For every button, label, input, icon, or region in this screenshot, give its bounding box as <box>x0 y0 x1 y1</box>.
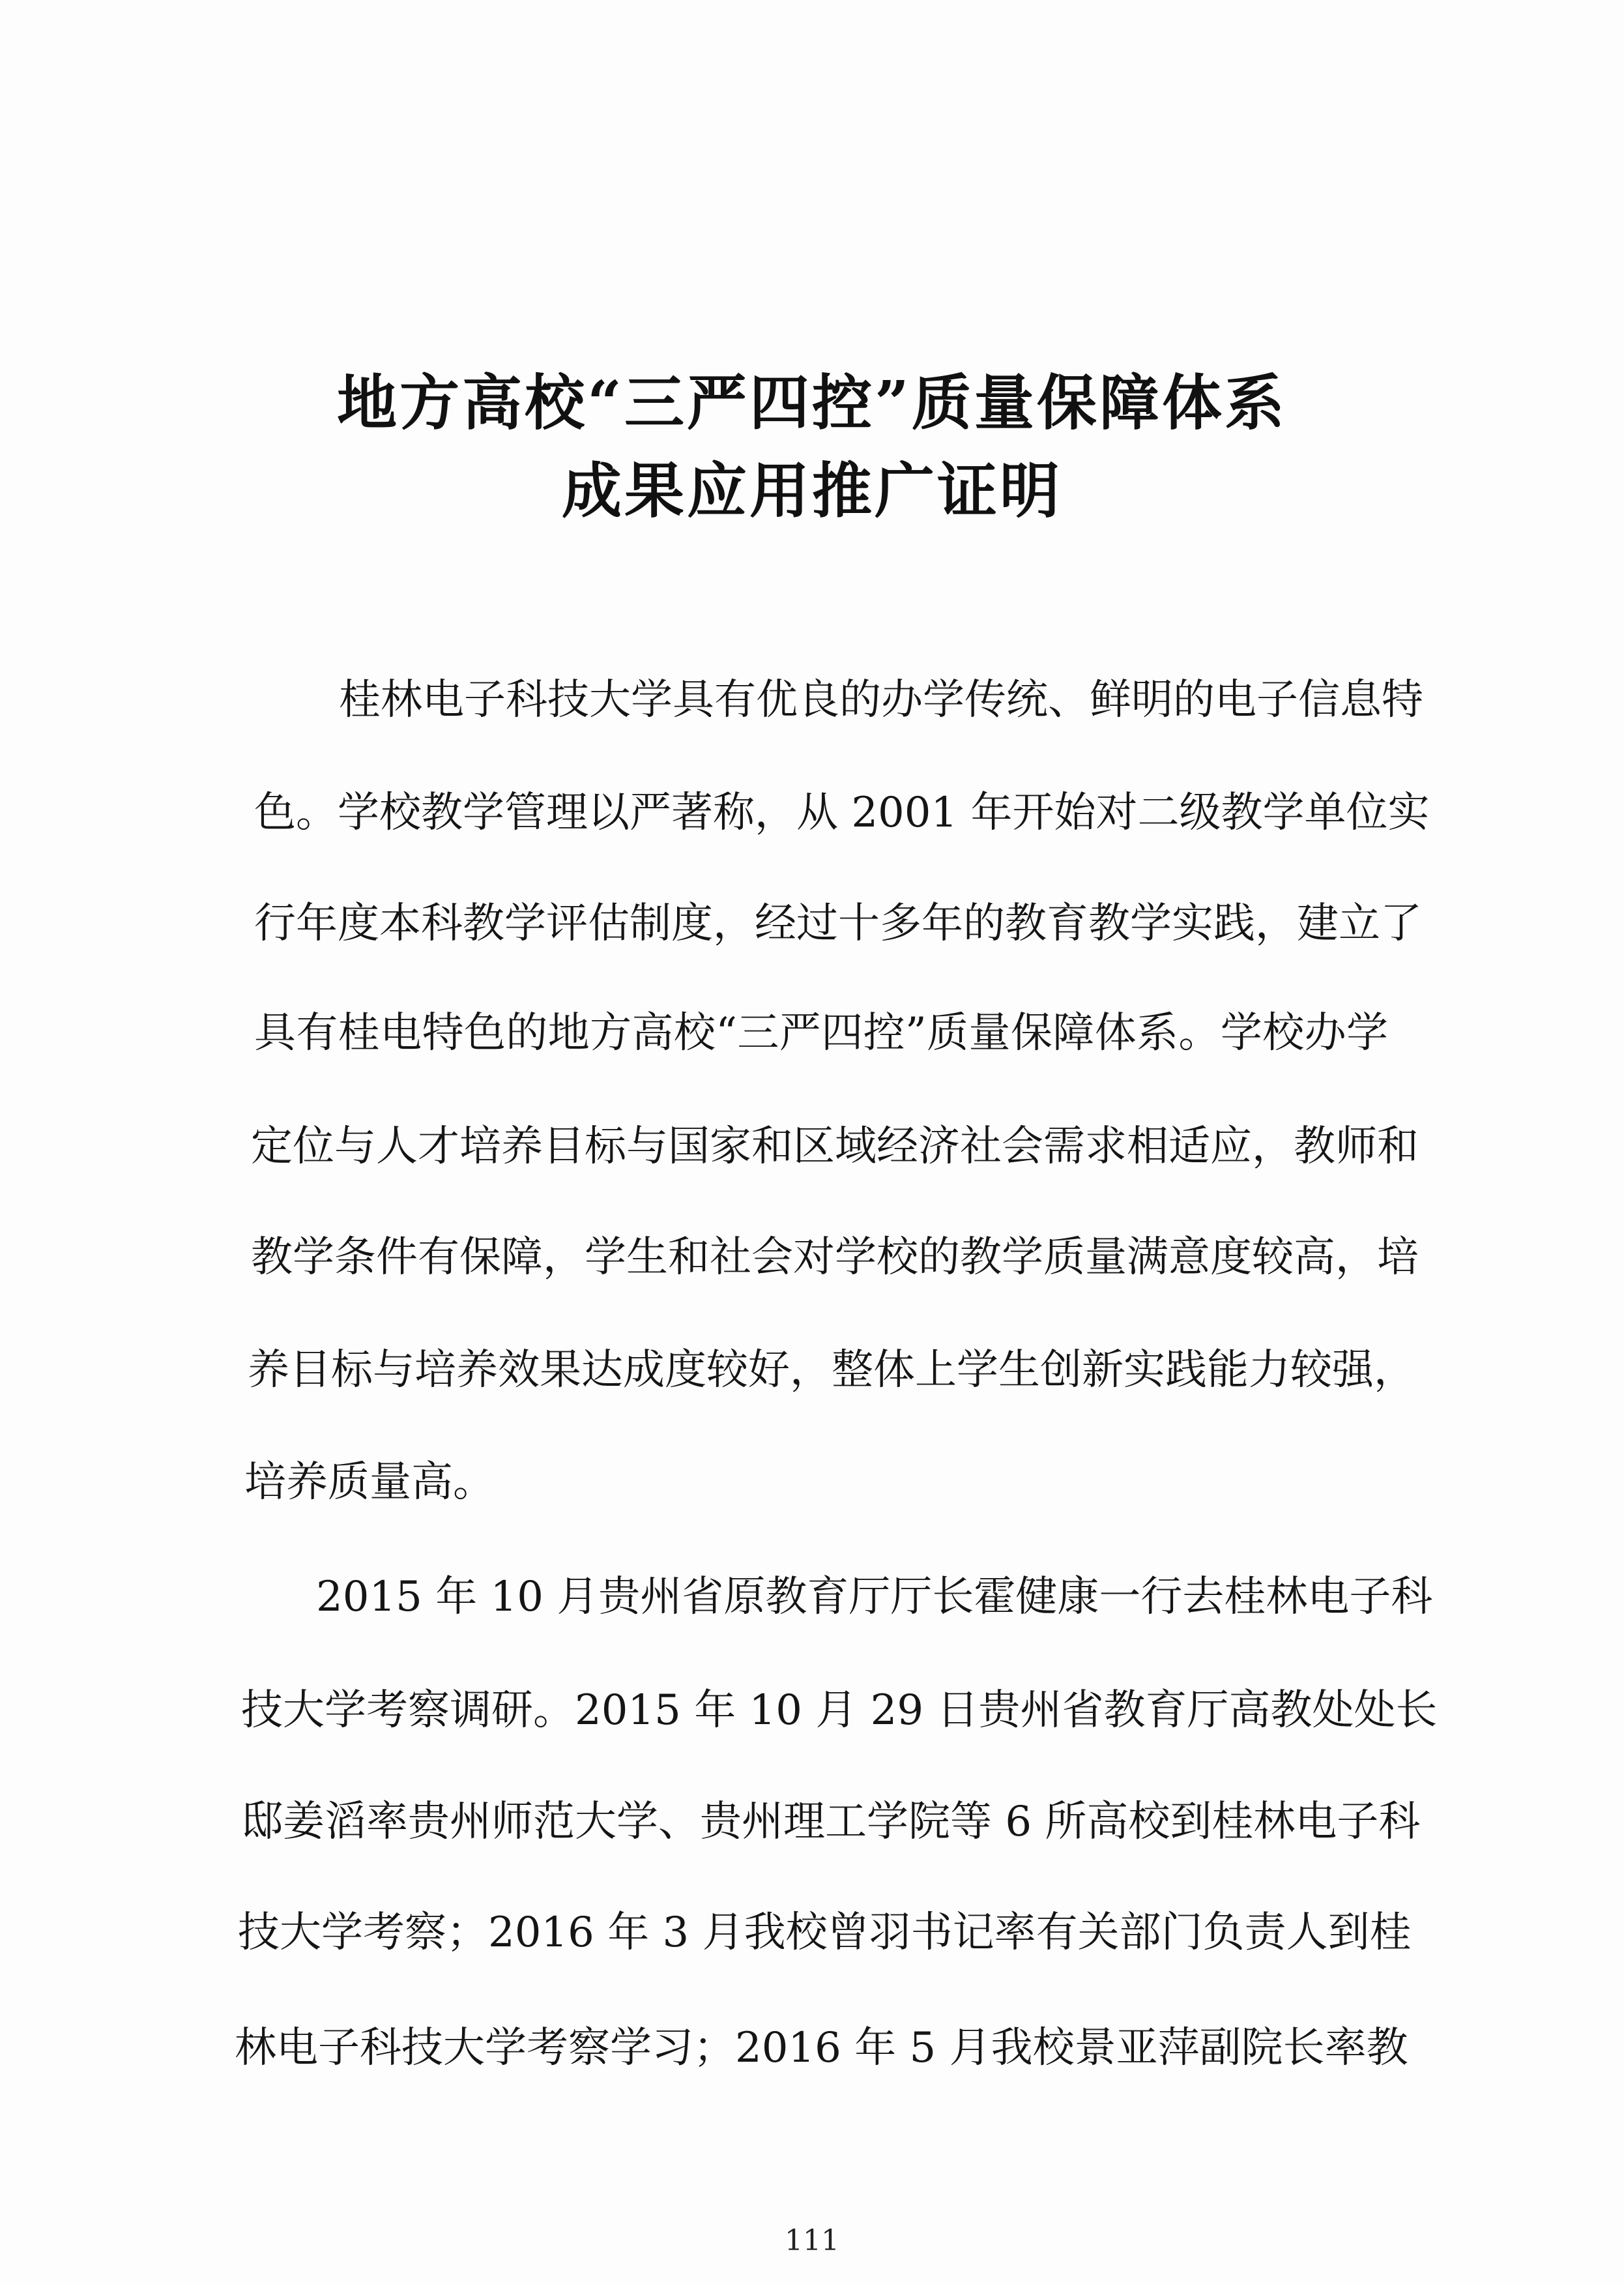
paragraph-1-line: 色。学校教学管理以严著称，从 2001 年开始对二级教学单位实 <box>254 789 1430 837</box>
paragraph-1-line: 行年度本科教学评估制度，经过十多年的教育教学实践，建立了 <box>254 900 1422 948</box>
paragraph-2-line: 2015 年 10 月贵州省原教育厅厅长霍健康一行去桂林电子科 <box>316 1573 1433 1621</box>
document-title-line-1: 地方高校“三严四控”质量保障体系 <box>337 368 1287 438</box>
paragraph-2-line: 邸姜滔率贵州师范大学、贵州理工学院等 6 所高校到桂林电子科 <box>241 1798 1421 1846</box>
paragraph-2-line: 技大学考察调研。2015 年 10 月 29 日贵州省教育厅高教处处长 <box>241 1686 1438 1735</box>
paragraph-2-line: 技大学考察；2016 年 3 月我校曾羽书记率有关部门负责人到桂 <box>238 1909 1412 1957</box>
paragraph-1-line: 桂林电子科技大学具有优良的办学传统、鲜明的电子信息特 <box>339 676 1423 724</box>
paragraph-2-line: 林电子科技大学考察学习；2016 年 5 月我校景亚萍副院长率教 <box>235 2024 1408 2072</box>
paragraph-1-line: 定位与人才培养目标与国家和区域经济社会需求相适应，教师和 <box>251 1122 1419 1171</box>
paragraph-1-line: 教学条件有保障，学生和社会对学校的教学质量满意度较高，培 <box>251 1233 1419 1281</box>
paragraph-1-line: 具有桂电特色的地方高校“三严四控”质量保障体系。学校办学 <box>254 1009 1388 1057</box>
paragraph-1-line: 养目标与培养效果达成度较好，整体上学生创新实践能力较强， <box>248 1346 1415 1394</box>
document-title-line-2: 成果应用推广证明 <box>561 456 1062 526</box>
paragraph-1-line: 培养质量高。 <box>244 1458 495 1506</box>
page-number: 111 <box>785 2224 839 2257</box>
